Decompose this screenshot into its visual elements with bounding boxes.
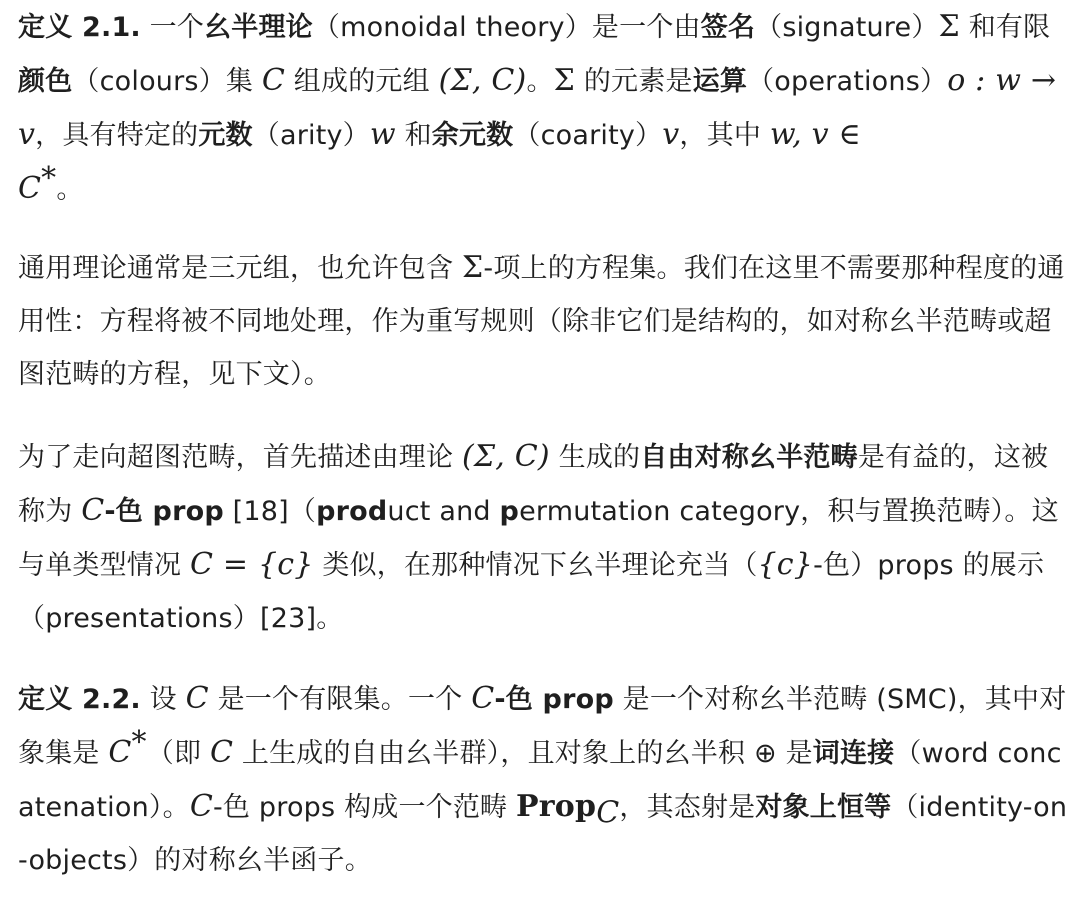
text: （word concatenation）。 (18, 738, 1062, 823)
math-C-star: C (108, 735, 132, 770)
text: 类似，在那种情况下幺半理论充当（ (313, 550, 758, 581)
math-equation: C = {c} (189, 547, 314, 582)
text: ，其态射是 (619, 792, 756, 823)
term-operations: 运算 (692, 66, 748, 97)
paragraph-general-theory (18, 241, 1068, 401)
term-word-concatenation: 词连接 (812, 738, 895, 769)
definition-label: 定义 2.1. (18, 12, 141, 43)
text: 是有益的，这被称为 (18, 442, 1049, 527)
text: uct and (387, 496, 500, 527)
text: ，具有特定的 (35, 120, 199, 151)
text: -色）props 的展示（presentations）[23]。 (18, 550, 1045, 634)
text: 是一个对称幺半范畴 (SMC)，其中对象集是 (18, 684, 1067, 769)
math-w: w (369, 117, 396, 152)
text: 的元素是 (575, 66, 693, 97)
math-v: v (662, 117, 680, 152)
term-colours: 颜色 (18, 66, 73, 97)
term-monoidal-theory: 幺半理论 (204, 12, 313, 43)
term-identity-on-objects: 对象上恒等 (755, 792, 892, 823)
text: 上生成的自由幺半群），且对象上的幺半积 ⊕ 是 (233, 738, 813, 769)
text: 一个 (140, 12, 205, 43)
term-free-smc: 自由对称幺半范畴 (640, 442, 858, 473)
definition-2-1 (18, 0, 1068, 216)
bold-p: p (499, 496, 520, 527)
term-colour-prop: -色 prop (494, 684, 614, 715)
text: （identity-on-objects）的对称幺半函子。 (18, 792, 1068, 876)
text: 为了走向超图范畴，首先描述由理论 (18, 442, 462, 473)
text: 和 (395, 120, 432, 151)
math-set-c: {c} (757, 547, 814, 582)
definition-label: 定义 2.2. (18, 684, 141, 715)
text: -色 props 构成一个范畴 (212, 792, 517, 823)
term-coarity: 余元数 (431, 120, 514, 151)
text: ermutation category，积与置换范畴）。这与单类型情况 (18, 496, 1059, 581)
math-operation: o : w → v (18, 63, 1057, 152)
text: 。 (526, 66, 554, 97)
term-signature: 签名 (700, 12, 756, 43)
math-C-star: C (18, 171, 42, 206)
text: （signature） (755, 12, 939, 43)
text: （operations） (747, 66, 948, 97)
math-C: C (261, 63, 286, 98)
term-colour-prop: -色 prop (104, 496, 224, 527)
text: [18]（ (223, 496, 317, 527)
math-tuple: (Σ, C) (438, 63, 527, 98)
math-sigma: Σ (461, 250, 484, 285)
text: 是一个有限集。一个 (208, 684, 472, 715)
math-star: * (41, 161, 57, 196)
term-arity: 元数 (198, 120, 253, 151)
paragraph-hypergraph (18, 430, 1068, 645)
math-C: C (471, 681, 495, 716)
text: （colours）集 (72, 66, 262, 97)
math-prop-category: Prop (516, 789, 597, 824)
bold-prod: prod (316, 496, 388, 527)
math-tuple: (Σ, C) (461, 439, 550, 474)
math-wv-in: w, v ∈ (769, 117, 861, 152)
text: （arity） (252, 120, 370, 151)
definition-2-2 (18, 672, 1068, 887)
math-C: C (81, 493, 105, 528)
math-C: C (209, 735, 234, 770)
text: 和有限 (959, 12, 1051, 43)
text: （即 (146, 738, 210, 769)
text: （monoidal theory）是一个由 (312, 12, 701, 43)
math-star: * (131, 725, 147, 760)
text: 组成的元组 (285, 66, 439, 97)
text: （coarity） (513, 120, 663, 151)
text: ，其中 (679, 120, 770, 151)
math-C: C (185, 681, 209, 716)
math-prop-subscript: C (596, 795, 620, 831)
math-sigma: Σ (553, 63, 576, 98)
text: 生成的 (549, 442, 641, 473)
text: 设 (140, 684, 186, 715)
math-C: C (189, 789, 213, 824)
math-sigma: Σ (938, 9, 960, 44)
text: 通用理论通常是三元组，也允许包含 (18, 253, 462, 284)
text: 。 (56, 174, 84, 205)
text: -项上的方程集。我们在这里不需要那种程度的通用性：方程将被不同地处理，作为重写规则（除非它们是结构的，如对称幺半范畴或超图范畴的方程，见下文）。 (18, 253, 1065, 390)
